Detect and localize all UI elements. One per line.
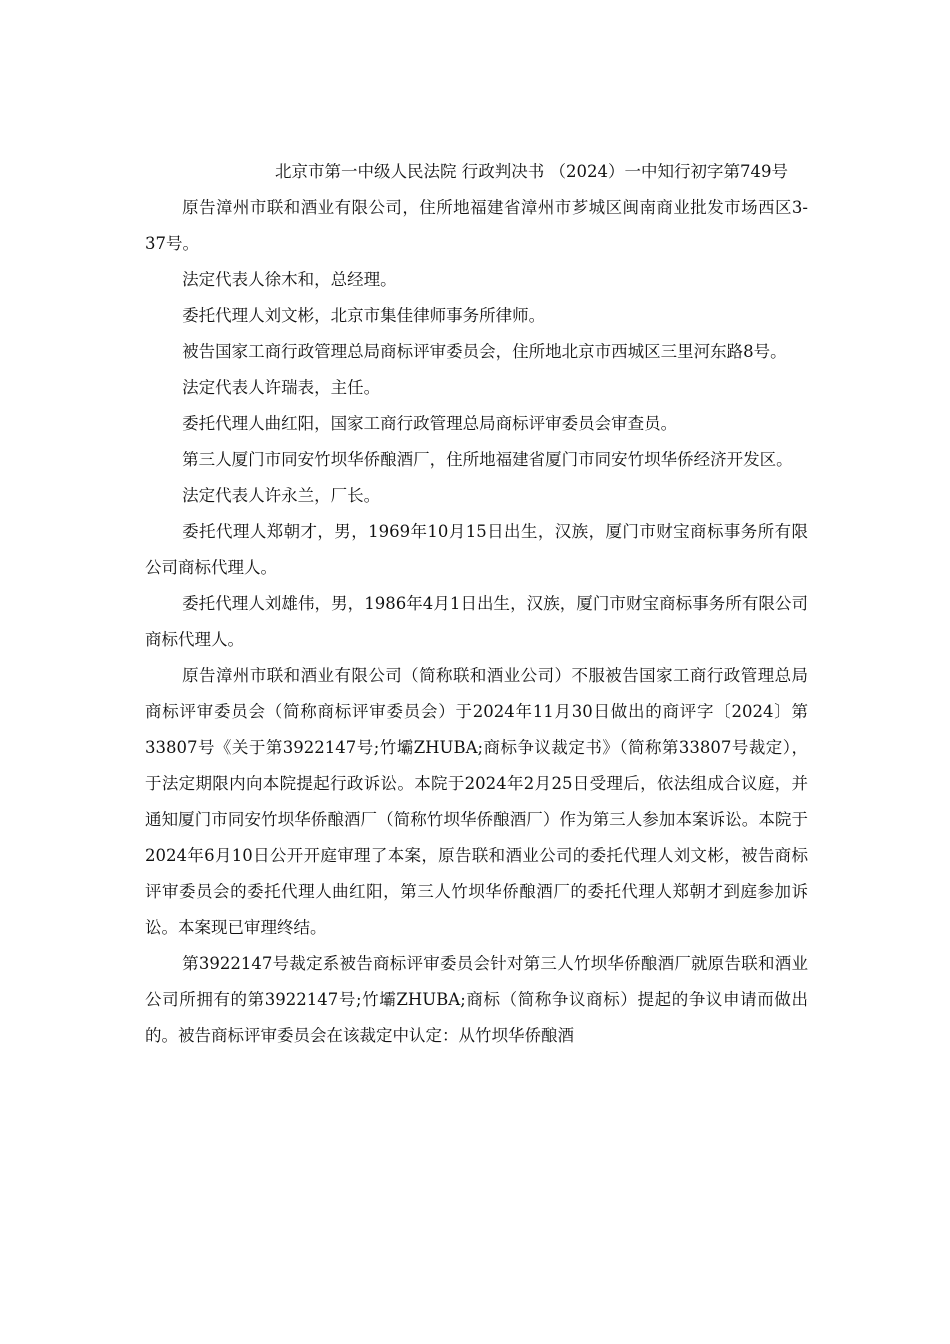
paragraph-third-party-agent-2: 委托代理人刘雄伟，男，1986年4月1日出生，汉族，厦门市财宝商标事务所有限公司商标代理人。 [145, 594, 808, 649]
paragraph-plaintiff-representative: 法定代表人徐木和，总经理。 [182, 270, 397, 289]
paragraph-third-party-representative: 法定代表人许永兰，厂长。 [182, 486, 381, 505]
paragraph-defendant-agent: 委托代理人曲红阳，国家工商行政管理总局商标评审委员会审查员。 [182, 414, 678, 433]
paragraph-plaintiff: 原告漳州市联和酒业有限公司，住所地福建省漳州市芗城区闽南商业批发市场西区3-37号。 [145, 198, 808, 253]
paragraph-third-party-agent-1: 委托代理人郑朝才，男，1969年10月15日出生，汉族，厦门市财宝商标事务所有限公司商标代理人。 [145, 522, 808, 577]
paragraph-defendant: 被告国家工商行政管理总局商标评审委员会，住所地北京市西城区三里河东路8号。 [182, 342, 787, 361]
paragraph-ruling-summary: 第3922147号裁定系被告商标评审委员会针对第三人竹坝华侨酿酒厂就原告联和酒业公司所拥有的第3922147号;竹壩ZHUBA;商标（简称争议商标）提起的争议申请而做出的。被告商标评审委员会在该裁定中认定：从竹坝华侨酿酒 [145, 954, 808, 1045]
paragraph-defendant-representative: 法定代表人许瑞表，主任。 [182, 378, 381, 397]
document-title: 北京市第一中级人民法院 行政判决书 （2024）一中知行初字第749号 [275, 162, 788, 181]
paragraph-case-background: 原告漳州市联和酒业有限公司（简称联和酒业公司）不服被告国家工商行政管理总局商标评审委员会（简称商标评审委员会）于2024年11月30日做出的商评字〔2024〕第33807号《关于第3922147号;竹壩ZHUBA;商标争议裁定书》（简称第33807号裁定），于法定期限内向本院提起行政诉讼。本院于2024年2月25日受理后，依法组成合议庭，并通知厦门市同安竹坝华侨酿酒厂（简称竹坝华侨酿酒厂）作为第三人参加本案诉讼。本院于2024年6月10日公开开庭审理了本案，原告联和酒业公司的委托代理人刘文彬，被告商标评审委员会的委托代理人曲红阳，第三人竹坝华侨酿酒厂的委托代理人郑朝才到庭参加诉讼。本案现已审理终结。 [145, 666, 808, 937]
paragraph-plaintiff-agent: 委托代理人刘文彬，北京市集佳律师事务所律师。 [182, 306, 546, 325]
document-body [145, 154, 808, 1054]
paragraph-third-party: 第三人厦门市同安竹坝华侨酿酒厂，住所地福建省厦门市同安竹坝华侨经济开发区。 [182, 450, 793, 469]
